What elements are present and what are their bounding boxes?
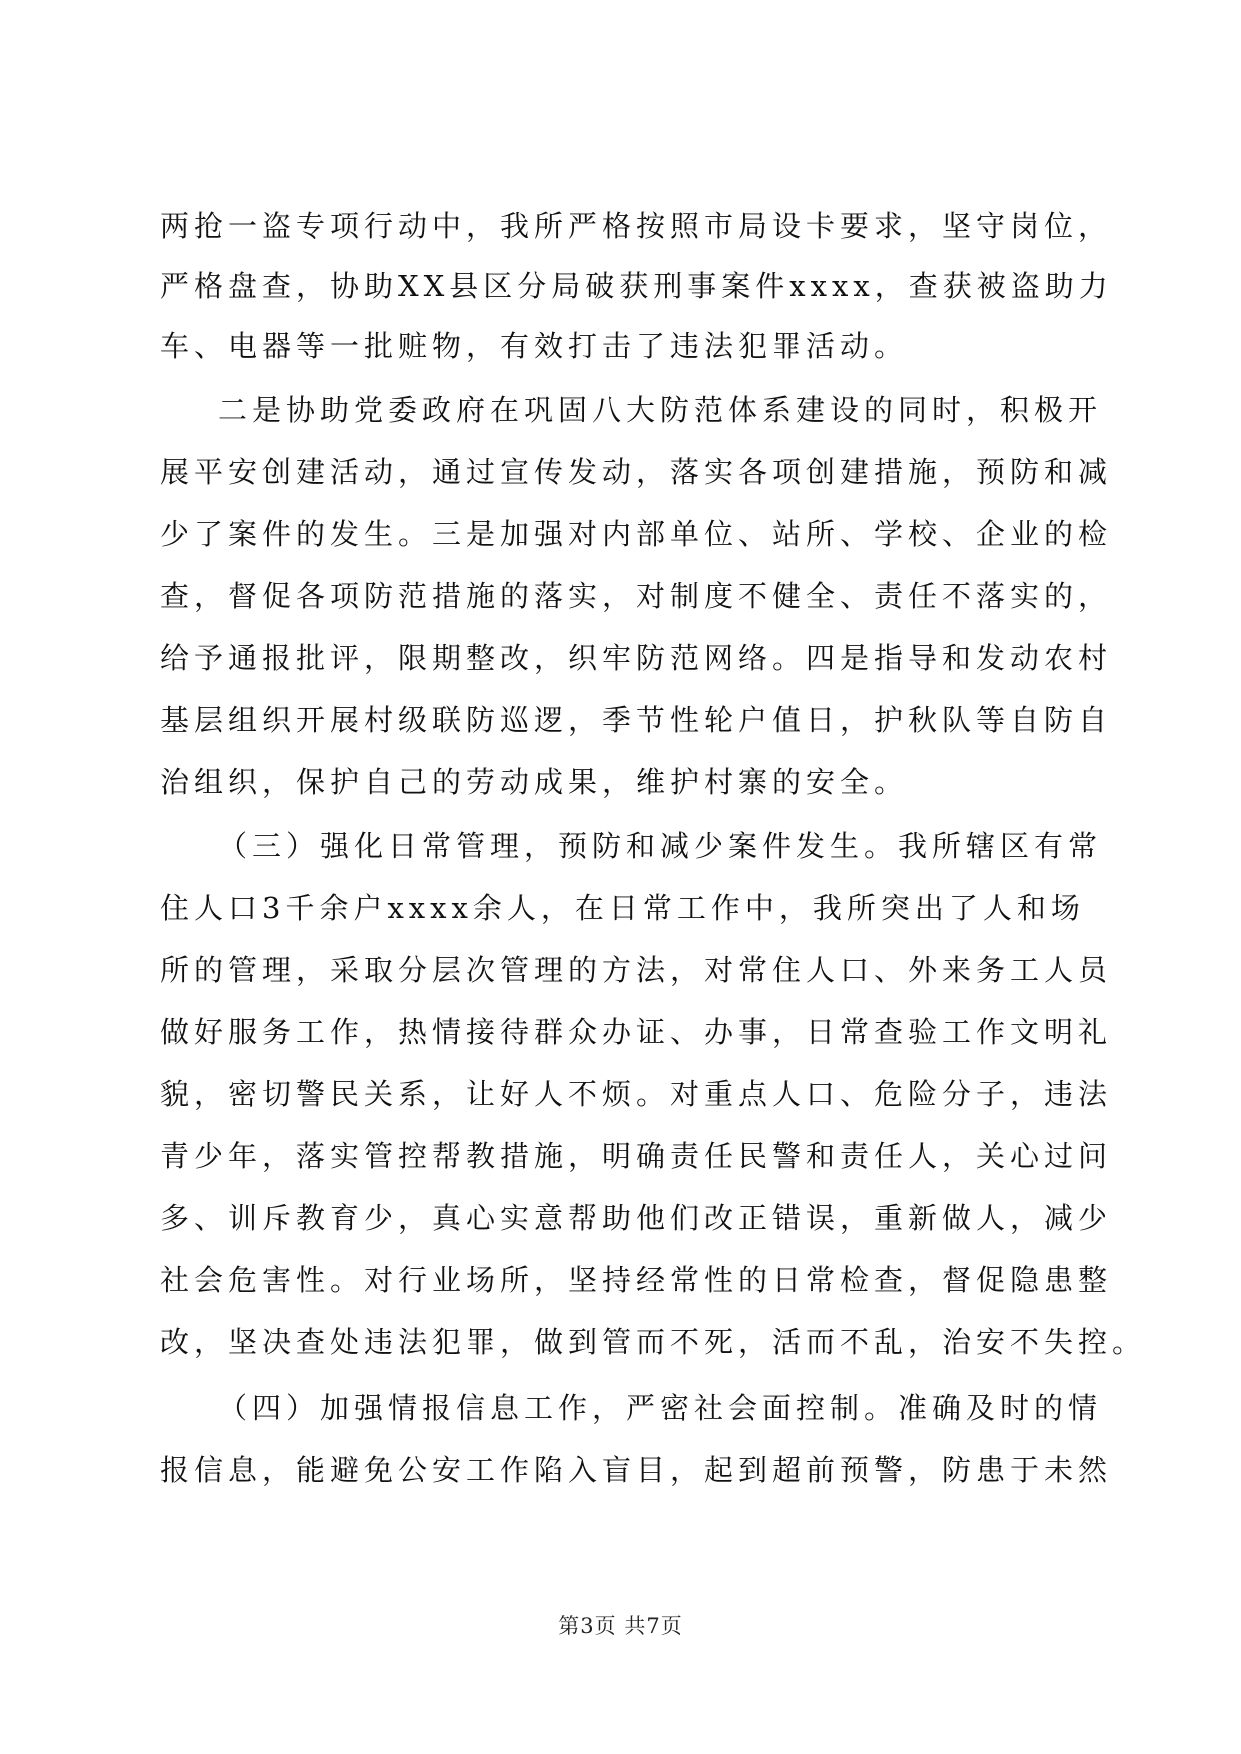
paragraph-start-line: 二是协助党委政府在巩固八大防范体系建设的同时，积极开 <box>218 393 1103 427</box>
text-line: 多、训斥教育少，真心实意帮助他们改正错误，重新做人，减少 <box>160 1201 1113 1235</box>
text-line: 报信息，能避免公安工作陷入盲目，起到超前预警，防患于未然 <box>160 1453 1113 1487</box>
text-line: 基层组织开展村级联防巡逻，季节性轮户值日，护秋队等自防自 <box>160 703 1113 737</box>
text-line: 治组织，保护自己的劳动成果，维护村寨的安全。 <box>160 765 909 799</box>
page-number-footer: 第3页 共7页 <box>558 1614 683 1638</box>
text-line: 住人口3千余户xxxx余人，在日常工作中，我所突出了人和场 <box>160 891 1085 925</box>
paragraph-start-line: （四）加强情报信息工作，严密社会面控制。准确及时的情 <box>218 1391 1103 1425</box>
text-line: 社会危害性。对行业场所，坚持经常性的日常检查，督促隐患整 <box>160 1263 1113 1297</box>
text-line: 展平安创建活动，通过宣传发动，落实各项创建措施，预防和减 <box>160 455 1113 489</box>
text-line: 车、电器等一批赃物，有效打击了违法犯罪活动。 <box>160 329 909 363</box>
text-line: 貌，密切警民关系，让好人不烦。对重点人口、危险分子，违法 <box>160 1077 1113 1111</box>
text-line: 青少年，落实管控帮教措施，明确责任民警和责任人，关心过问 <box>160 1139 1113 1173</box>
text-line: 改，坚决查处违法犯罪，做到管而不死，活而不乱，治安不失控。 <box>160 1325 1147 1359</box>
text-line: 少了案件的发生。三是加强对内部单位、站所、学校、企业的检 <box>160 517 1113 551</box>
text-line: 两抢一盗专项行动中，我所严格按照市局设卡要求，坚守岗位， <box>160 209 1113 243</box>
text-line: 所的管理，采取分层次管理的方法，对常住人口、外来务工人员 <box>160 953 1113 987</box>
paragraph-start-line: （三）强化日常管理，预防和减少案件发生。我所辖区有常 <box>218 829 1103 863</box>
text-line: 查，督促各项防范措施的落实，对制度不健全、责任不落实的， <box>160 579 1113 613</box>
text-line: 给予通报批评，限期整改，织牢防范网络。四是指导和发动农村 <box>160 641 1113 675</box>
text-line: 做好服务工作，热情接待群众办证、办事，日常查验工作文明礼 <box>160 1015 1113 1049</box>
text-line: 严格盘查，协助XX县区分局破获刑事案件xxxx，查获被盗助力 <box>160 269 1113 303</box>
